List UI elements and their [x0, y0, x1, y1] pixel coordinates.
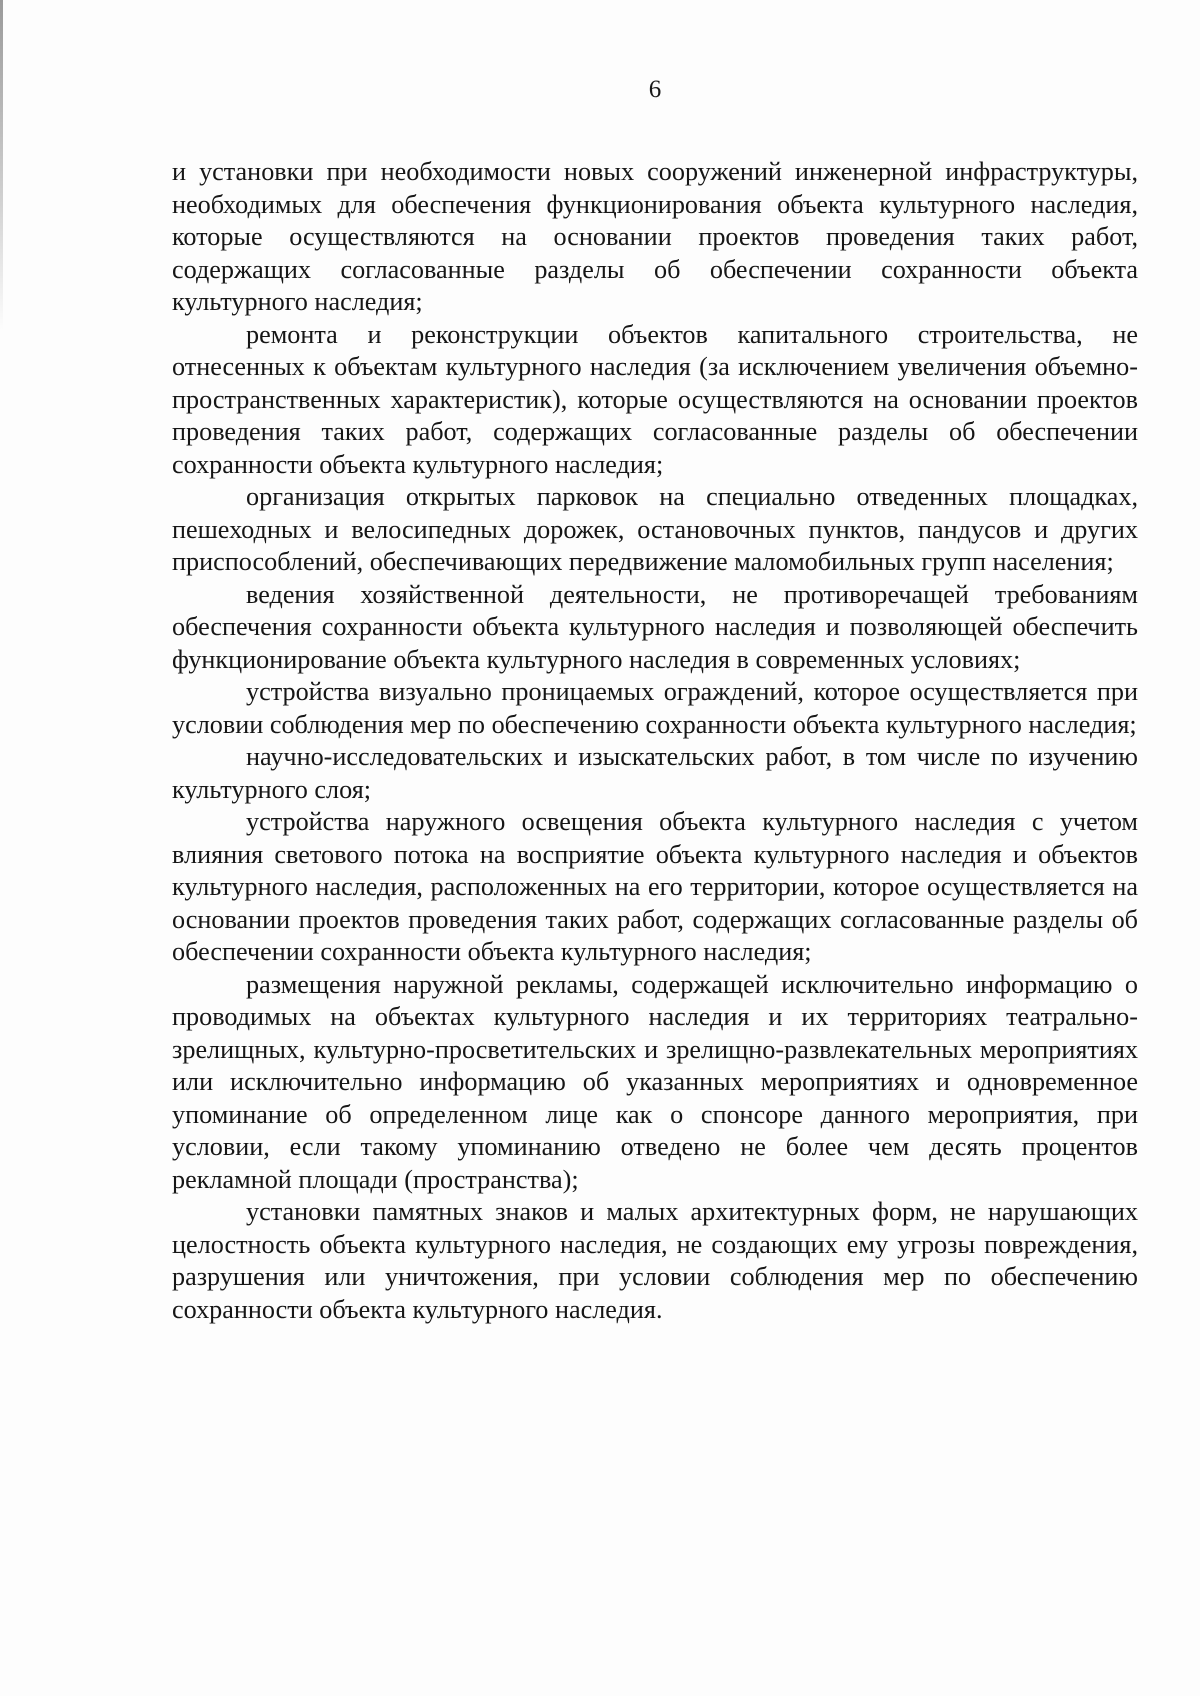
scan-edge-shadow: [0, 0, 3, 330]
paragraph-7: устройства наружного освещения объекта культурного наследия с учетом влияния светового потока на восприятие объекта культурного наследия и объектов культурного наследия, расположенных на его территории, которое осуществляется на основании проектов проведения таких работ, содержащих согласованные разделы об обеспечении сохранности объекта культурного наследия;: [172, 807, 1138, 966]
document-body: [172, 156, 1138, 1326]
paragraph-3: организация открытых парковок на специально отведенных площадках, пешеходных и велосипедных дорожек, остановочных пунктов, пандусов и других приспособлений, обеспечивающих передвижение маломобильных групп населения;: [172, 482, 1138, 576]
paragraph-8: размещения наружной рекламы, содержащей исключительно информацию о проводимых на объектах культурного наследия и их территориях театрально-зрелищных, культурно-просветительских и зрелищно-развлекательных мероприятиях или исключительно информацию об указанных мероприятиях и одновременное упоминание об определенном лице как о спонсоре данного мероприятия, при условии, если такому упоминанию отведено не более чем десять процентов рекламной площади (пространства);: [172, 969, 1138, 1194]
paragraph-6: научно-исследовательских и изыскательских работ, в том числе по изучению культурного слоя;: [172, 742, 1138, 804]
paragraph-1: и установки при необходимости новых сооружений инженерной инфраструктуры, необходимых для обеспечения функционирования объекта культурного наследия, которые осуществляются на основании проектов проведения таких работ, содержащих согласованные разделы об обеспечении сохранности объекта культурного наследия;: [172, 157, 1138, 316]
paragraph-2: ремонта и реконструкции объектов капитального строительства, не отнесенных к объектам культурного наследия (за исключением увеличения объемно-пространственных характеристик), которые осуществляются на основании проектов проведения таких работ, содержащих согласованные разделы об обеспечении сохранности объекта культурного наследия;: [172, 319, 1138, 479]
paragraph-4: ведения хозяйственной деятельности, не противоречащей требованиям обеспечения сохранности объекта культурного наследия и позволяющей обеспечить функционирование объекта культурного наследия в современных условиях;: [172, 579, 1138, 674]
paragraph-5: устройства визуально проницаемых ограждений, которое осуществляется при условии соблюдения мер по обеспечению сохранности объекта культурного наследия;: [172, 677, 1138, 739]
paragraph-9: установки памятных знаков и малых архитектурных форм, не нарушающих целостность объекта культурного наследия, не создающих ему угрозы повреждения, разрушения или уничтожения, при условии соблюдения мер по обеспечению сохранности объекта культурного наследия.: [172, 1197, 1138, 1324]
page-number: 6: [648, 76, 662, 103]
